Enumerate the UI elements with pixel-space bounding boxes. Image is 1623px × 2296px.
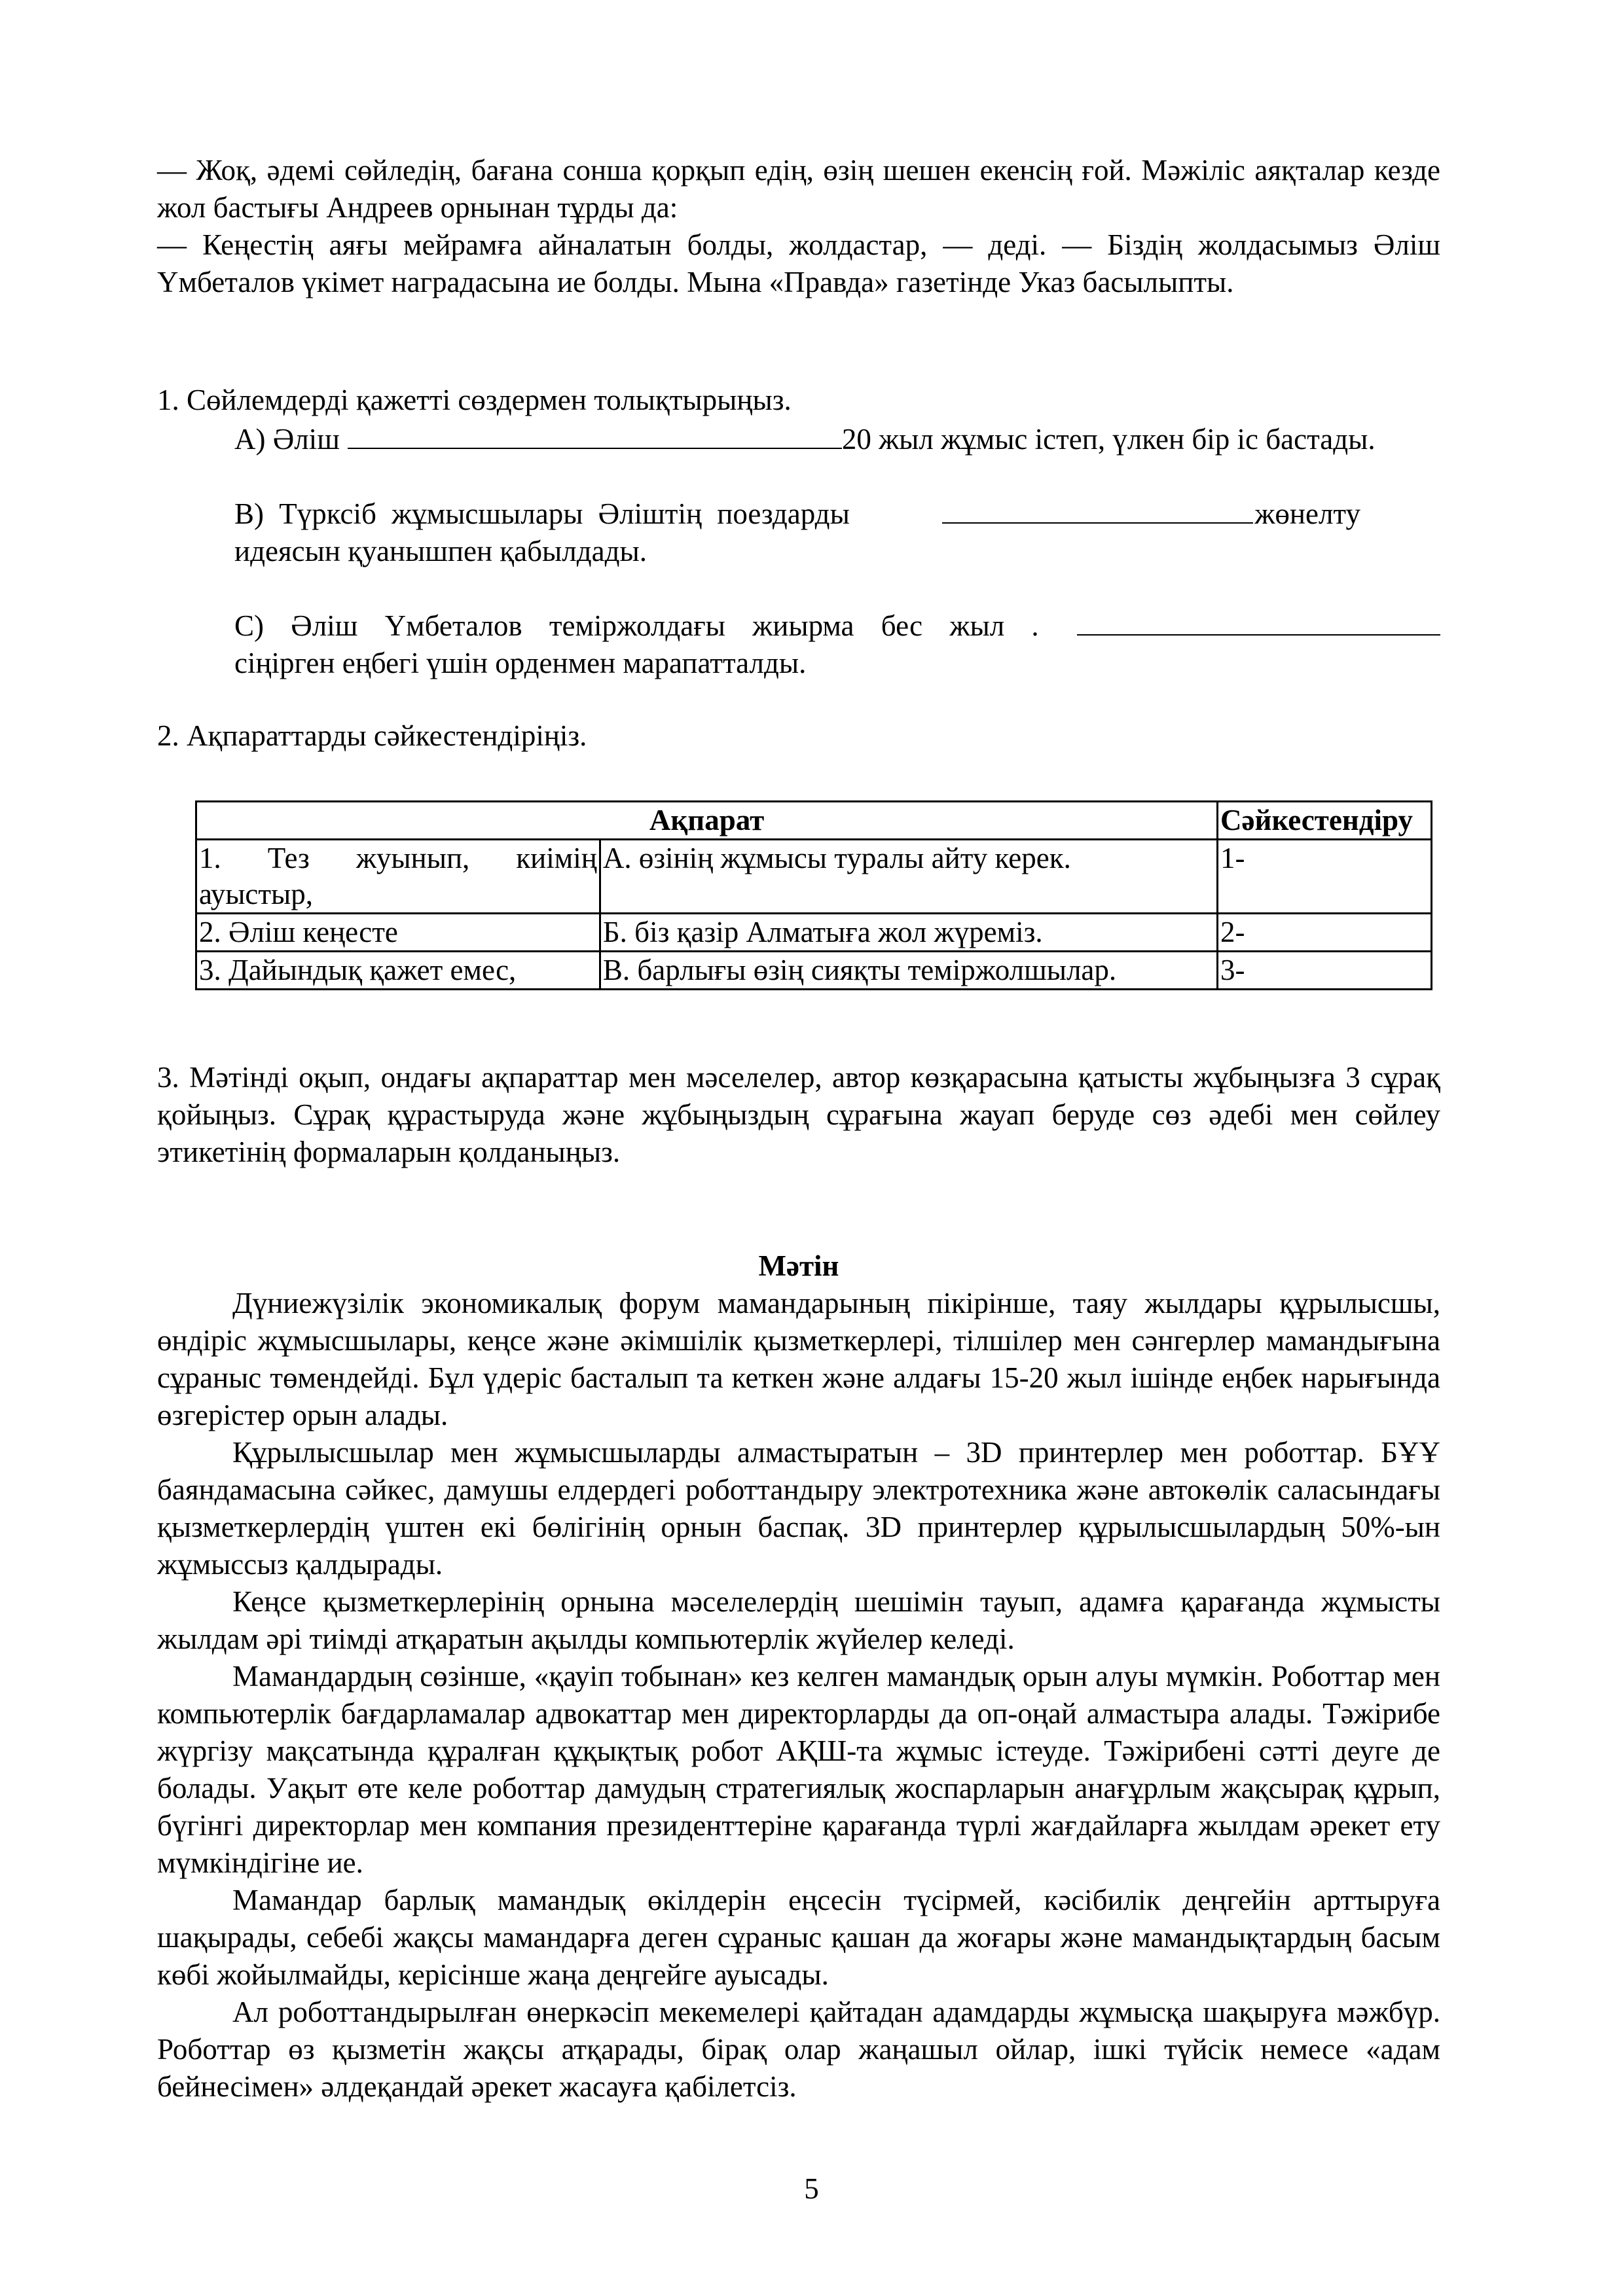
text-paragraph-4: Мамандардың сөзінше, «қауіп тобынан» кез келген мамандық орын алуы мүмкін. Роботтар мен компьютерлік бағдарламалар адвокаттар мен директорларды да оп-оңай алмастыра алады. Тәжірибе жүргізу мақсатында құралған құқықтық робот АҚШ-та жұмыс істеуде. Тәжірибені сәтті деуге де болады. Уақыт өте келе роботтар дамудың стратегиялық жоспарларын анағұрлым жақсырақ құрып, бүгінгі директорлар мен компания президенттеріне қарағанда түрлі жағдайларға жылдам әрекет ету мүмкіндігіне ие.: [157, 1660, 1440, 1879]
table-cell-left: [196, 840, 600, 914]
page-body: [157, 152, 1440, 755]
table-row: [196, 914, 1432, 952]
row1-left-text: 1. Тез жуынып, киімің ауыстыр,: [199, 842, 597, 910]
task1-item-b: [234, 493, 1360, 570]
matching-table: [195, 800, 1432, 990]
task1-c-end: сіңірген еңбегі үшін орденмен марапатталды.: [234, 647, 807, 679]
task1-a-end: 20 жыл жұмыс істеп, үлкен бір іс бастады.: [841, 423, 1376, 456]
table-cell-right: Б. біз қазір Алматыға жол жүреміз.: [600, 914, 1217, 952]
page-body-lower: [157, 1059, 1440, 2106]
table-cell-match[interactable]: 1-: [1218, 840, 1432, 914]
task1-b-end: идеясын қуанышпен қабылдады.: [234, 535, 647, 567]
task1-b-start: В) Түрксіб жұмысшылары Әліштің поездарды: [234, 497, 850, 530]
text-paragraph-2: Құрылысшылар мен жұмысшыларды алмастыратын – 3D принтерлер мен роботтар. БҰҰ баяндамасына сәйкес, дамушы елдердегі роботтандыру электротехника және автокөлік саласындағы қызметкерлердің үштен екі бөлігінің орнын баспақ. 3D принтерлер құрылысшылардың 50%-ын жұмыссыз қалдырады.: [157, 1436, 1440, 1581]
task1-heading: 1. Сөйлемдерді қажетті сөздермен толықтырыңыз.: [157, 384, 792, 416]
task1-item-a: [234, 419, 1440, 458]
table-cell-left: 3. Дайындық қажет емес,: [196, 952, 600, 990]
task1-b-blank[interactable]: [942, 493, 1253, 524]
table-row: [196, 952, 1432, 990]
table-header-row: [196, 802, 1432, 840]
column-header-info: Ақпарат: [196, 802, 1218, 840]
table-row: [196, 840, 1432, 914]
text-paragraph-3: Кеңсе қызметкерлерінің орнына мәселелердің шешімін тауып, адамға қарағанда жұмысты жылдам әрі тиімді атқаратын ақылды компьютерлік жүйелер келеді.: [157, 1585, 1440, 1655]
page-number: 5: [804, 2172, 819, 2205]
task1-b-end-word: жөнелту: [1254, 497, 1360, 530]
table-cell-match[interactable]: 2-: [1218, 914, 1432, 952]
column-header-match: Сәйкестендіру: [1218, 802, 1432, 840]
table-cell-match[interactable]: 3-: [1218, 952, 1432, 990]
intro-paragraph-1: — Жоқ, әдемі сөйледің, бағана сонша қорқып едің, өзің шешен екенсің ғой. Мәжіліс аяқталар кезде жол бастығы Андреев орнынан тұрды да:: [157, 154, 1440, 224]
task2-heading: 2. Ақпараттарды сәйкестендіріңіз.: [157, 719, 587, 752]
table-cell-right: В. барлығы өзің сияқты теміржолшылар.: [600, 952, 1217, 990]
task1-a-start: А) Әліш: [234, 423, 340, 456]
task1-item-c: [234, 605, 1440, 682]
text-title: Мәтін: [758, 1249, 839, 1282]
text-paragraph-5: Мамандар барлық мамандық өкілдерін еңсесін түсірмей, кәсібилік деңгейін арттыруға шақырады, себебі жақсы мамандарға деген сұраныс қашан да жоғары және мамандықтардың басым көбі жойылмайды, керісінше жаңа деңгейге ауысады.: [157, 1884, 1440, 1991]
table-cell-right: А. өзінің жұмысы туралы айту керек.: [600, 840, 1217, 914]
task1-c-start: С) Әліш Үмбеталов теміржолдағы жиырма бес жыл .: [234, 609, 1039, 642]
text-paragraph-6: Ал роботтандырылған өнеркәсіп мекемелері қайтадан адамдарды жұмысқа шақыруға мәжбүр. Роботтар өз қызметін жақсы атқарады, бірақ олар жаңашыл ойлар, ішкі түйсік немесе «адам бейнесімен» әлдеқандай әрекет жасауға қабілетсіз.: [157, 1996, 1440, 2103]
table-cell-left: 2. Әліш кеңесте: [196, 914, 600, 952]
task3-paragraph: 3. Мәтінді оқып, ондағы ақпараттар мен мәселелер, автор көзқарасына қатысты жұбыңызға 3 сұрақ қойыңыз. Сұрақ құрастыруда және жұбыңыздың сұрағына жауап беруде сөз әдебі мен сөйлеу этикетінің формаларын қолданыңыз.: [157, 1061, 1440, 1168]
intro-paragraph-2: — Кеңестің аяғы мейрамға айналатын болды, жолдастар, — деді. — Біздің жолдасымыз Әліш Үмбеталов үкімет наградасына ие болды. Мына «Правда» газетінде Указ басылыпты.: [157, 228, 1440, 298]
task1-a-blank[interactable]: [348, 419, 842, 449]
task1-c-blank[interactable]: [1077, 605, 1440, 636]
text-paragraph-1: Дүниежүзілік экономикалық форум мамандарының пікірінше, таяу жылдары құрылысшы, өндіріс жұмысшылары, кеңсе және әкімшілік қызметкерлері, тілшілер мен сәнгерлер мамандығына сұраныс төмендейді. Бұл үдеріс басталып та кеткен және алдағы 15-20 жыл ішінде еңбек нарығында өзгерістер орын алады.: [157, 1287, 1440, 1431]
